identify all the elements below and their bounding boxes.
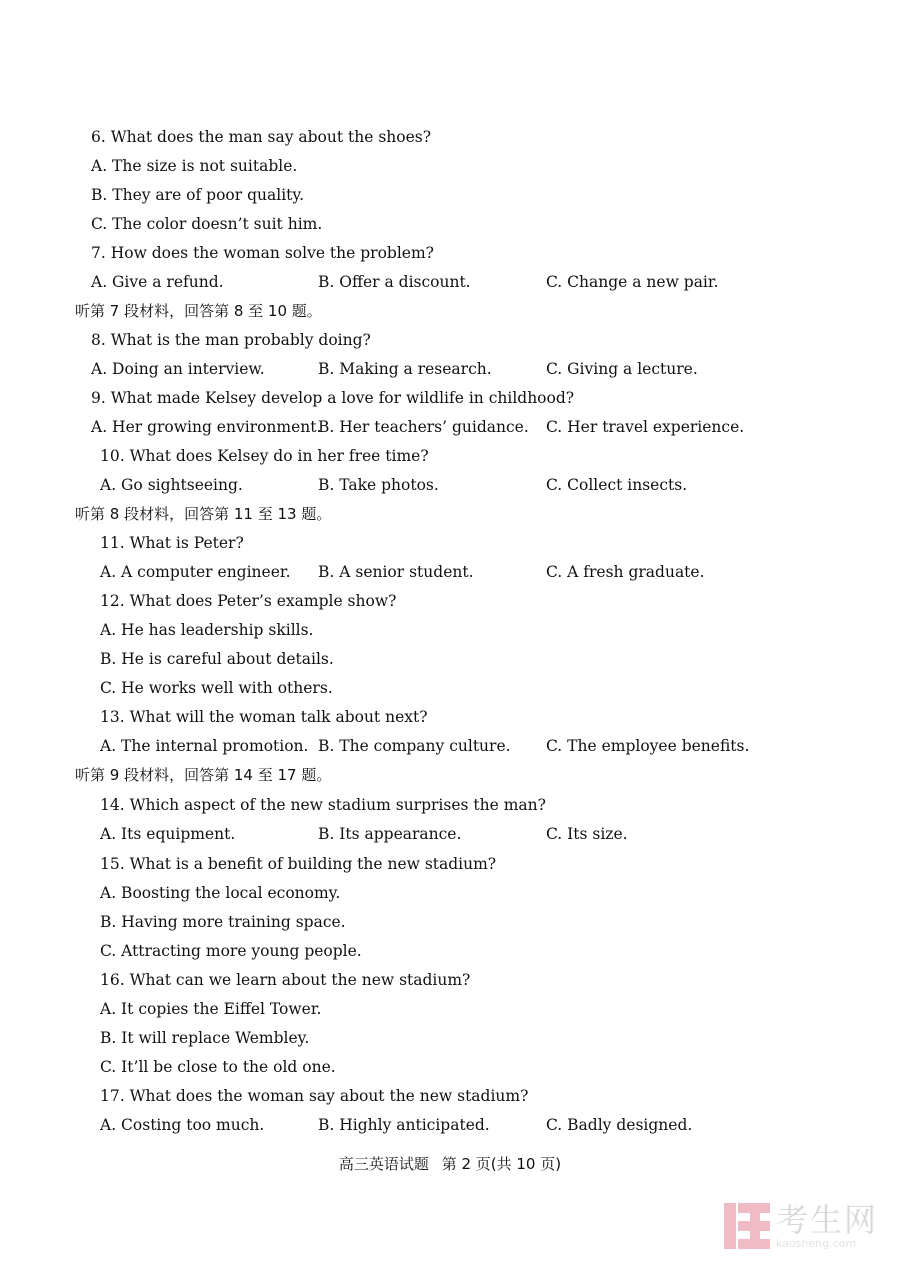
question-7: 7. How does the woman solve the problem? <box>91 244 434 262</box>
option-9c: C. Her travel experience. <box>546 418 745 436</box>
option-11a: A. A computer engineer. <box>100 563 291 581</box>
option-14b: B. Its appearance. <box>318 825 462 843</box>
option-17a: A. Costing too much. <box>100 1116 265 1134</box>
options-9 <box>91 413 791 442</box>
option-7b: B. Offer a discount. <box>318 273 471 291</box>
section-heading-7: 听第 7 段材料，回答第 8 至 10 题。 <box>75 302 322 320</box>
question-12: 12. What does Peter’s example show? <box>100 592 397 610</box>
option-6c: C. The color doesn’t suit him. <box>91 215 323 233</box>
option-11c: C. A fresh graduate. <box>546 563 705 581</box>
option-15a: A. Boosting the local economy. <box>100 884 341 902</box>
options-8 <box>91 355 791 384</box>
option-8c: C. Giving a lecture. <box>546 360 698 378</box>
footer-title: 高三英语试题 <box>338 1155 429 1173</box>
option-8b: B. Making a research. <box>318 360 492 378</box>
page-footer <box>0 1150 900 1178</box>
option-14c: C. Its size. <box>546 825 628 843</box>
watermark-url: kaosheng.com <box>775 1236 857 1250</box>
watermark-text <box>775 1200 878 1250</box>
option-7c: C. Change a new pair. <box>546 273 719 291</box>
options-13 <box>100 732 800 761</box>
option-13a: A. The internal promotion. <box>100 737 309 755</box>
question-10: 10. What does Kelsey do in her free time? <box>100 447 429 465</box>
option-12c: C. He works well with others. <box>100 679 333 697</box>
question-15: 15. What is a benefit of building the new stadium? <box>100 855 497 873</box>
option-13b: B. The company culture. <box>318 737 511 755</box>
option-13c: C. The employee benefits. <box>546 737 750 755</box>
option-16c: C. It’ll be close to the old one. <box>100 1058 336 1076</box>
option-6a: A. The size is not suitable. <box>91 157 298 175</box>
section-heading-9: 听第 9 段材料，回答第 14 至 17 题。 <box>75 766 332 784</box>
options-17 <box>100 1111 800 1140</box>
options-10 <box>100 471 800 500</box>
question-16: 16. What can we learn about the new stadium? <box>100 971 471 989</box>
question-6: 6. What does the man say about the shoes? <box>91 128 432 146</box>
option-16b: B. It will replace Wembley. <box>100 1029 310 1047</box>
option-16a: A. It copies the Eiffel Tower. <box>100 1000 322 1018</box>
watermark-name: 考生网 <box>775 1200 878 1239</box>
option-10a: A. Go sightseeing. <box>100 476 243 494</box>
watermark-logo-icon <box>724 1203 770 1249</box>
footer-page-number: 第 2 页(共 10 页) <box>441 1155 562 1173</box>
option-11b: B. A senior student. <box>318 563 474 581</box>
options-14 <box>100 820 800 849</box>
option-9b: B. Her teachers’ guidance. <box>318 418 529 436</box>
section-heading-8: 听第 8 段材料，回答第 11 至 13 题。 <box>75 505 332 523</box>
option-10c: C. Collect insects. <box>546 476 688 494</box>
option-10b: B. Take photos. <box>318 476 439 494</box>
option-12b: B. He is careful about details. <box>100 650 334 668</box>
option-7a: A. Give a refund. <box>91 273 224 291</box>
option-15c: C. Attracting more young people. <box>100 942 362 960</box>
option-17c: C. Badly designed. <box>546 1116 693 1134</box>
option-17b: B. Highly anticipated. <box>318 1116 490 1134</box>
options-11 <box>100 558 800 587</box>
option-6b: B. They are of poor quality. <box>91 186 305 204</box>
option-14a: A. Its equipment. <box>100 825 236 843</box>
option-12a: A. He has leadership skills. <box>100 621 314 639</box>
question-9: 9. What made Kelsey develop a love for wildlife in childhood? <box>91 389 575 407</box>
watermark <box>724 1200 878 1250</box>
option-15b: B. Having more training space. <box>100 913 346 931</box>
question-17: 17. What does the woman say about the new stadium? <box>100 1087 529 1105</box>
option-8a: A. Doing an interview. <box>91 360 265 378</box>
options-7 <box>91 268 791 297</box>
question-8: 8. What is the man probably doing? <box>91 331 371 349</box>
question-11: 11. What is Peter? <box>100 534 244 552</box>
question-13: 13. What will the woman talk about next? <box>100 708 428 726</box>
question-14: 14. Which aspect of the new stadium surprises the man? <box>100 796 546 814</box>
option-9a: A. Her growing environment. <box>91 418 322 436</box>
